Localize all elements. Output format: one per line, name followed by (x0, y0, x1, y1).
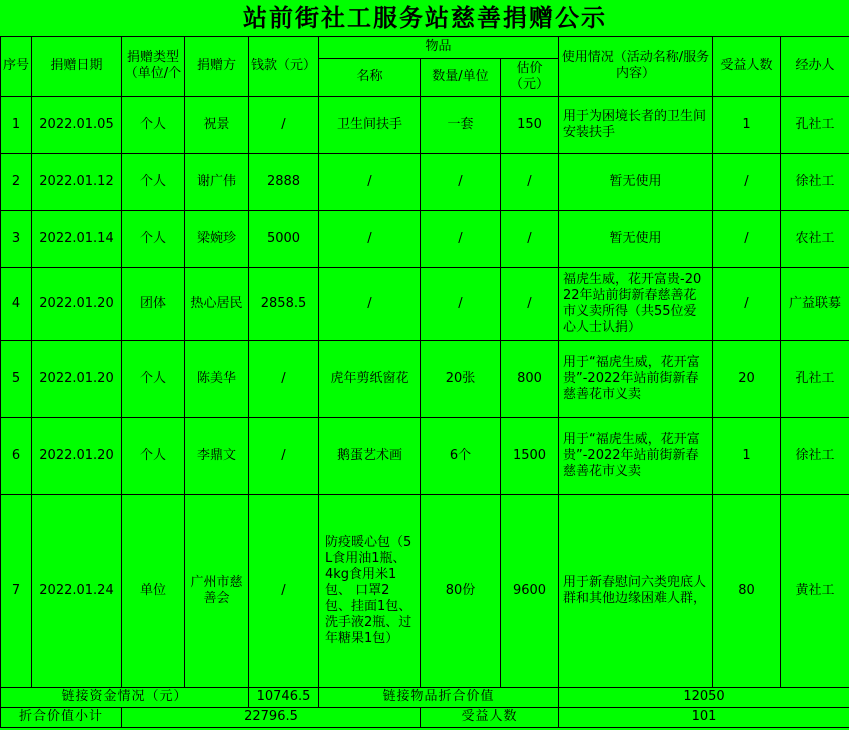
cell-goods-value: / (501, 210, 559, 267)
cell-handler: 徐社工 (781, 417, 849, 494)
cell-type: 单位 (122, 494, 185, 687)
table-row (1, 96, 849, 153)
cell-seq: 4 (1, 267, 32, 340)
cell-seq: 1 (1, 96, 32, 153)
cell-usage: 福虎生威，花开富贵-2022年站前街新春慈善花市义卖所得（共55位爱心人士认捐） (559, 267, 713, 340)
table-row (1, 153, 849, 210)
cell-goods-qty: 80份 (421, 494, 501, 687)
goods-total-label: 链接物品折合价值 (319, 687, 559, 707)
cell-goods-value: 800 (501, 340, 559, 417)
header-seq: 序号 (1, 36, 32, 96)
subtotal-value: 22796.5 (122, 707, 421, 727)
cell-goods-value: 150 (501, 96, 559, 153)
table-row (1, 210, 849, 267)
beneficiaries-total-value: 101 (559, 707, 849, 727)
subtotal-label: 折合价值小计 (1, 707, 122, 727)
cell-type: 团体 (122, 267, 185, 340)
cell-seq: 3 (1, 210, 32, 267)
cell-goods-name: / (319, 267, 421, 340)
cell-donor: 广州市慈善会 (185, 494, 249, 687)
cell-handler: 徐社工 (781, 153, 849, 210)
header-beneficiaries: 受益人数 (713, 36, 781, 96)
cell-donor: 李鼎文 (185, 417, 249, 494)
cell-money: / (249, 494, 319, 687)
cell-usage: 用于“福虎生威，花开富贵”-2022年站前街新春慈善花市义卖 (559, 417, 713, 494)
cell-goods-name: / (319, 210, 421, 267)
cell-type: 个人 (122, 417, 185, 494)
cell-money: 2888 (249, 153, 319, 210)
cell-donor: 梁婉珍 (185, 210, 249, 267)
funds-label: 链接资金情况（元） (1, 687, 249, 707)
cell-goods-qty: 20张 (421, 340, 501, 417)
cell-type: 个人 (122, 96, 185, 153)
cell-handler: 孔社工 (781, 96, 849, 153)
cell-goods-qty: 一套 (421, 96, 501, 153)
cell-handler: 农社工 (781, 210, 849, 267)
cell-usage: 暂无使用 (559, 210, 713, 267)
cell-donor: 祝景 (185, 96, 249, 153)
header-goods-value: 估价（元） (501, 58, 559, 96)
header-date: 捐赠日期 (32, 36, 122, 96)
table-row (1, 417, 849, 494)
cell-handler: 黄社工 (781, 494, 849, 687)
header-type: 捐赠类型（单位/个 (122, 36, 185, 96)
header-row-1 (1, 36, 849, 58)
cell-date: 2022.01.20 (32, 417, 122, 494)
table-row (1, 267, 849, 340)
cell-seq: 5 (1, 340, 32, 417)
cell-seq: 6 (1, 417, 32, 494)
cell-date: 2022.01.12 (32, 153, 122, 210)
cell-goods-value: 1500 (501, 417, 559, 494)
cell-goods-qty: 6个 (421, 417, 501, 494)
cell-goods-name: 鹅蛋艺术画 (319, 417, 421, 494)
cell-donor: 陈美华 (185, 340, 249, 417)
cell-beneficiaries: 1 (713, 96, 781, 153)
summary-row-1 (1, 687, 849, 707)
cell-goods-name: / (319, 153, 421, 210)
cell-type: 个人 (122, 210, 185, 267)
cell-seq: 2 (1, 153, 32, 210)
cell-money: 2858.5 (249, 267, 319, 340)
cell-money: / (249, 340, 319, 417)
cell-money: 5000 (249, 210, 319, 267)
beneficiaries-total-label: 受益人数 (421, 707, 559, 727)
cell-date: 2022.01.24 (32, 494, 122, 687)
cell-beneficiaries: / (713, 210, 781, 267)
header-donor: 捐赠方 (185, 36, 249, 96)
cell-donor: 热心居民 (185, 267, 249, 340)
cell-goods-value: / (501, 153, 559, 210)
cell-handler: 孔社工 (781, 340, 849, 417)
cell-usage: 用于“福虎生威，花开富贵”-2022年站前街新春慈善花市义卖 (559, 340, 713, 417)
goods-total-value: 12050 (559, 687, 849, 707)
cell-date: 2022.01.20 (32, 340, 122, 417)
funds-value: 10746.5 (249, 687, 319, 707)
summary-row-2 (1, 707, 849, 727)
cell-date: 2022.01.05 (32, 96, 122, 153)
cell-type: 个人 (122, 153, 185, 210)
cell-type: 个人 (122, 340, 185, 417)
cell-date: 2022.01.14 (32, 210, 122, 267)
cell-goods-value: 9600 (501, 494, 559, 687)
cell-usage: 用于为困境长者的卫生间安装扶手 (559, 96, 713, 153)
header-handler: 经办人 (781, 36, 849, 96)
header-money: 钱款（元） (249, 36, 319, 96)
cell-goods-qty: / (421, 153, 501, 210)
cell-goods-value: / (501, 267, 559, 340)
cell-donor: 谢广伟 (185, 153, 249, 210)
cell-seq: 7 (1, 494, 32, 687)
header-goods: 物品 (319, 36, 559, 58)
header-goods-qty: 数量/单位 (421, 58, 501, 96)
cell-handler: 广益联募 (781, 267, 849, 340)
cell-goods-name: 防疫暖心包（5L食用油1瓶、 4kg食用米1包、 口罩2包、挂面1包、洗手液2瓶、过年糖果1包） (319, 494, 421, 687)
cell-beneficiaries: 20 (713, 340, 781, 417)
table-row (1, 340, 849, 417)
cell-goods-qty: / (421, 210, 501, 267)
cell-goods-name: 虎年剪纸窗花 (319, 340, 421, 417)
sheet-title: 站前街社工服务站慈善捐赠公示 (1, 0, 849, 36)
header-goods-name: 名称 (319, 58, 421, 96)
title-row (1, 0, 849, 36)
cell-beneficiaries: / (713, 267, 781, 340)
cell-beneficiaries: / (713, 153, 781, 210)
cell-beneficiaries: 80 (713, 494, 781, 687)
cell-beneficiaries: 1 (713, 417, 781, 494)
cell-date: 2022.01.20 (32, 267, 122, 340)
cell-usage: 暂无使用 (559, 153, 713, 210)
cell-money: / (249, 96, 319, 153)
cell-goods-name: 卫生间扶手 (319, 96, 421, 153)
header-usage: 使用情况（活动名称/服务内容） (559, 36, 713, 96)
table-row (1, 494, 849, 687)
cell-goods-qty: / (421, 267, 501, 340)
cell-usage: 用于新春慰问六类兜底人群和其他边缘困难人群， (559, 494, 713, 687)
cell-money: / (249, 417, 319, 494)
